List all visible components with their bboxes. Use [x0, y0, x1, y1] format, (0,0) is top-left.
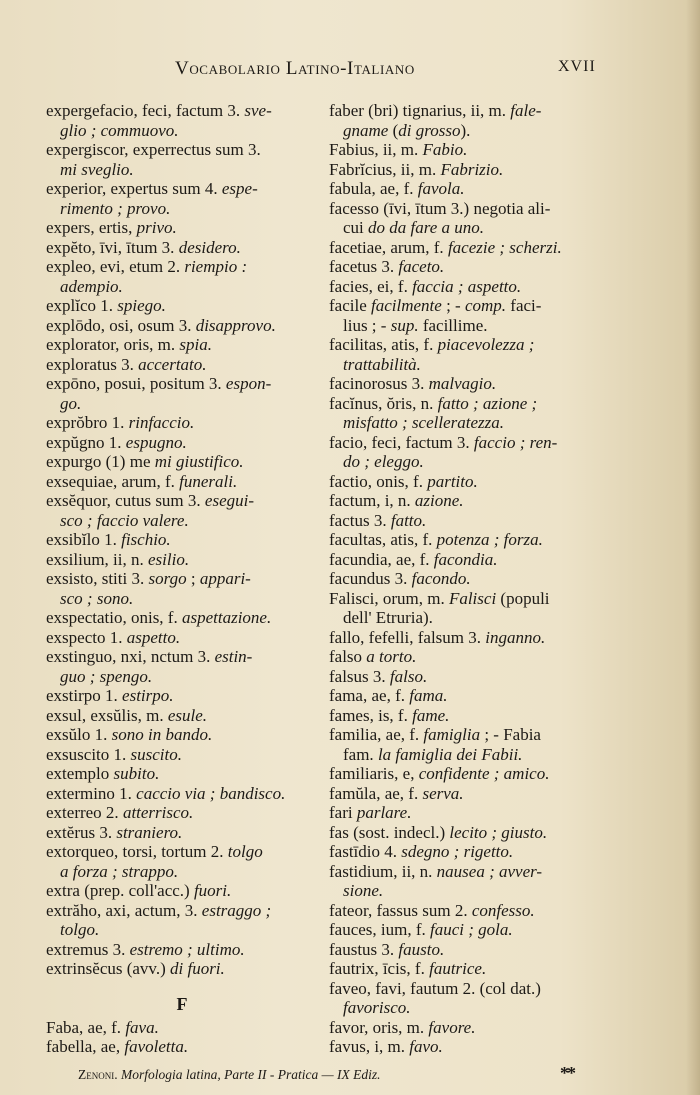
entry-continuation: [46, 862, 328, 882]
translation-text: faceto.: [398, 257, 445, 276]
dictionary-entry: [329, 784, 607, 804]
dictionary-entry: [46, 881, 328, 901]
dictionary-entry: [329, 511, 607, 531]
translation-text: fausto.: [398, 939, 445, 959]
headword-text: exstirpo 1.: [46, 686, 123, 705]
headword-text: experior, expertus sum 4.: [46, 179, 222, 198]
dictionary-entry: [329, 842, 607, 862]
dictionary-entry: [46, 257, 328, 277]
headword-text: exspecto 1.: [46, 627, 127, 647]
translation-text: adempio.: [60, 276, 123, 296]
translation-text: comp.: [464, 296, 507, 315]
left-column: [46, 101, 328, 1057]
dictionary-entry: [46, 784, 328, 804]
headword-text: fam.: [343, 744, 378, 764]
headword-text: facetiae, arum, f.: [329, 237, 448, 257]
dictionary-entry: [329, 569, 607, 589]
dictionary-entry: [46, 218, 328, 238]
headword-text: explōdo, osi, osum 3.: [46, 315, 196, 335]
translation-text: rinfaccio.: [128, 413, 195, 432]
running-header: [0, 58, 700, 86]
headword-text: facĭnus, ŏris, n.: [329, 393, 438, 413]
headword-text: expergiscor, experrectus sum 3.: [46, 140, 261, 159]
headword-text: facillime.: [418, 315, 488, 335]
translation-text: di grosso: [398, 120, 461, 140]
headword-text: expĕto, īvi, ītum 3.: [46, 237, 179, 257]
translation-text: fava.: [125, 1017, 159, 1037]
translation-text: favo.: [409, 1037, 443, 1056]
translation-text: a torto.: [366, 647, 417, 666]
headword-text: exsul, exsŭlis, m.: [46, 705, 168, 725]
entry-continuation: [46, 667, 328, 687]
headword-text: Fabius, ii, m.: [329, 140, 423, 159]
dictionary-entry: [329, 901, 607, 921]
translation-text: appari-: [199, 569, 251, 588]
signature-mark: **: [560, 1063, 574, 1083]
translation-text: funerali.: [179, 471, 238, 491]
dictionary-entry: [46, 647, 328, 667]
headword-text: exploratus 3.: [46, 354, 139, 374]
dictionary-entry: [329, 199, 607, 219]
entry-continuation: [329, 121, 607, 141]
headword-text: factum, i, n.: [329, 491, 415, 510]
headword-text: fastīdio 4.: [329, 842, 402, 861]
entry-continuation: [329, 413, 607, 433]
headword-text: expurgo (1) me: [46, 452, 155, 471]
dictionary-entry: [46, 491, 328, 511]
dictionary-entry: [46, 706, 328, 726]
right-column: [329, 101, 607, 1057]
dictionary-entry: [329, 1037, 607, 1057]
headword-text: expleo, evi, etum 2.: [46, 257, 185, 276]
headword-text: facinorosus 3.: [329, 374, 429, 393]
entry-continuation: [329, 608, 607, 628]
headword-text: fallo, fefelli, falsum 3.: [329, 627, 486, 647]
translation-text: do da fare a uno.: [368, 218, 485, 237]
footer-title: Morfologia latina, Parte II - Pratica — IX Ediz.: [117, 1067, 381, 1082]
translation-text: gname: [343, 120, 389, 140]
headword-text: familia, ae, f.: [329, 725, 424, 744]
headword-text: (: [388, 120, 399, 140]
dictionary-entry: [329, 667, 607, 687]
translation-text: spia.: [179, 335, 212, 354]
headword-text: exsequiae, arum, f.: [46, 471, 180, 491]
headword-text: favus, i, m.: [329, 1037, 410, 1056]
dictionary-entry: [329, 277, 607, 297]
headword-text: exsĕquor, cutus sum 3.: [46, 491, 205, 510]
translation-text: inganno.: [485, 627, 546, 647]
translation-text: la famiglia dei Fabii.: [377, 744, 523, 764]
dictionary-entry: [329, 628, 607, 648]
dictionary-entry: [329, 433, 607, 453]
dictionary-entry: [46, 1037, 328, 1057]
translation-text: accertato.: [138, 354, 207, 374]
headword-text: facies, ei, f.: [329, 276, 413, 296]
translation-text: favoletta.: [124, 1037, 189, 1056]
dictionary-entry: [46, 745, 328, 765]
translation-text: aspetto.: [126, 627, 181, 647]
dictionary-entry: [329, 803, 607, 823]
headword-text: extorqueo, torsi, tortum 2.: [46, 842, 228, 861]
headword-text: extremus 3.: [46, 939, 130, 959]
dictionary-entry: [46, 140, 328, 160]
translation-text: fuori.: [193, 881, 232, 900]
translation-text: esilio.: [148, 549, 190, 569]
headword-text: faci-: [506, 296, 542, 315]
translation-text: facilmente: [371, 296, 442, 315]
translation-text: sco ; faccio valere.: [60, 510, 189, 530]
translation-text: riempio :: [184, 257, 248, 276]
page-number: XVII: [558, 58, 596, 75]
headword-text: fari: [329, 803, 357, 822]
headword-text: factio, onis, f.: [329, 471, 428, 491]
headword-text: expōno, posui, positum 3.: [46, 374, 226, 393]
headword-text: facetus 3.: [329, 257, 399, 276]
dictionary-entry: [46, 628, 328, 648]
headword-text: faber (bri) tignarius, ii, m.: [329, 101, 511, 120]
translation-text: estin-: [214, 647, 253, 666]
headword-text: faveo, favi, fautum 2. (col dat.): [329, 978, 541, 998]
dictionary-entry: [46, 530, 328, 550]
entry-continuation: [46, 277, 328, 297]
translation-text: do ; eleggo.: [343, 452, 424, 471]
headword-text: dell' Etruria).: [343, 608, 433, 627]
headword-text: facilitas, atis, f.: [329, 335, 438, 354]
page-footer: [0, 1063, 700, 1087]
translation-text: espon-: [225, 374, 272, 393]
translation-text: straniero.: [116, 822, 183, 842]
translation-text: spiego.: [117, 296, 166, 315]
headword-text: exspectatio, onis, f.: [46, 608, 182, 627]
footer-citation: [78, 1067, 380, 1083]
headword-text: Fabrĭcius, ii, m.: [329, 159, 441, 179]
entry-continuation: [46, 394, 328, 414]
translation-text: caccio via ; bandisco.: [136, 783, 286, 803]
dictionary-entry: [46, 355, 328, 375]
headword-text: fas (sost. indecl.): [329, 822, 450, 842]
dictionary-entry: [329, 589, 607, 609]
dictionary-entry: [329, 647, 607, 667]
headword-text: fabella, ae,: [46, 1037, 125, 1056]
dictionary-entry: [329, 491, 607, 511]
dictionary-entry: [329, 472, 607, 492]
translation-text: tolgo: [227, 842, 263, 861]
translation-text: desidero.: [178, 237, 241, 257]
dictionary-entry: [46, 179, 328, 199]
entry-continuation: [329, 998, 607, 1018]
translation-text: guo ; spengo.: [60, 666, 153, 686]
dictionary-entry: [329, 530, 607, 550]
dictionary-entry: [329, 160, 607, 180]
dictionary-entry: [46, 608, 328, 628]
headword-text: familiaris, e,: [329, 764, 419, 783]
dictionary-entry: [46, 316, 328, 336]
headword-text: exsuscito 1.: [46, 744, 131, 764]
translation-text: suscito.: [130, 744, 183, 764]
headword-text: lius ; -: [343, 315, 391, 335]
translation-text: fauci ; gola.: [430, 920, 513, 939]
translation-text: sione.: [343, 881, 384, 900]
headword-text: cui: [343, 218, 369, 237]
headword-text: fabula, ae, f.: [329, 179, 418, 198]
translation-text: mi giustifico.: [154, 452, 244, 471]
headword-text: extra (prep. coll'acc.): [46, 881, 194, 900]
translation-text: partito.: [427, 471, 478, 491]
headword-text: exprŏbro 1.: [46, 413, 129, 432]
translation-text: sco ; sono.: [60, 588, 134, 608]
translation-text: mi sveglio.: [60, 159, 134, 179]
headword-text: facio, feci, factum 3.: [329, 432, 474, 452]
entry-continuation: [46, 920, 328, 940]
entry-continuation: [329, 316, 607, 336]
translation-text: aspettazione.: [181, 608, 272, 627]
translation-text: falso.: [389, 666, 428, 686]
dictionary-entry: [46, 452, 328, 472]
headword-text: fastidium, ii, n.: [329, 861, 437, 881]
headword-text: fateor, fassus sum 2.: [329, 900, 472, 920]
headword-text: facesso (īvi, ītum 3.) negotia ali-: [329, 198, 551, 218]
headword-text: extĕrus 3.: [46, 822, 117, 842]
translation-text: malvagio.: [428, 374, 497, 393]
translation-text: famiglia: [423, 725, 481, 744]
dictionary-entry: [329, 1018, 607, 1038]
headword-text: extrinsĕcus (avv.): [46, 959, 170, 978]
translation-text: glio ; commuovo.: [60, 120, 179, 140]
dictionary-entry: [46, 472, 328, 492]
header-title: Vocabolario Latino-Italiano: [175, 58, 415, 79]
dictionary-entry: [329, 296, 607, 316]
dictionary-entry: [329, 940, 607, 960]
headword-text: (populi: [496, 588, 550, 608]
headword-text: ;: [186, 569, 200, 588]
entry-continuation: [46, 199, 328, 219]
translation-text: faccia ; aspetto.: [412, 276, 522, 296]
translation-text: trattabilità.: [343, 354, 421, 374]
translation-text: fischio.: [121, 530, 171, 549]
dictionary-entry: [329, 764, 607, 784]
dictionary-entry: [46, 959, 328, 979]
dictionary-entry: [46, 764, 328, 784]
translation-text: sup.: [390, 315, 419, 335]
translation-text: esule.: [167, 705, 208, 725]
translation-text: fatto.: [390, 510, 427, 530]
headword-text: exsisto, stiti 3.: [46, 569, 149, 588]
headword-text: exsibĭlo 1.: [46, 530, 122, 549]
translation-text: confesso.: [471, 900, 535, 920]
dictionary-entry: [46, 433, 328, 453]
dictionary-entry: [46, 1018, 328, 1038]
headword-text: fama, ae, f.: [329, 686, 410, 705]
translation-text: atterrisco.: [122, 803, 194, 822]
dictionary-entry: [329, 335, 607, 355]
translation-text: disapprovo.: [195, 315, 276, 335]
headword-text: explorator, oris, m.: [46, 335, 180, 354]
translation-text: serva.: [422, 783, 464, 803]
dictionary-entry: [329, 862, 607, 882]
headword-text: falso: [329, 647, 367, 666]
dictionary-entry: [46, 101, 328, 121]
translation-text: misfatto ; scelleratezza.: [343, 413, 505, 432]
dictionary-entry: [329, 101, 607, 121]
translation-text: privo.: [136, 218, 177, 237]
headword-text: faustus 3.: [329, 939, 399, 959]
translation-text: rimento ; provo.: [60, 198, 171, 218]
headword-text: explĭco 1.: [46, 296, 118, 315]
headword-text: factus 3.: [329, 510, 391, 530]
translation-text: subito.: [113, 764, 160, 783]
headword-text: facundia, ae, f.: [329, 549, 434, 569]
headword-text: facundus 3.: [329, 569, 412, 588]
translation-text: fale-: [510, 101, 542, 120]
entry-continuation: [329, 218, 607, 238]
dictionary-entry: [329, 706, 607, 726]
translation-text: potenza ; forza.: [436, 530, 543, 549]
translation-text: estraggo ;: [201, 900, 272, 920]
translation-text: nausea ; avver-: [436, 861, 543, 881]
translation-text: lecito ; giusto.: [449, 822, 548, 842]
translation-text: favore.: [428, 1017, 476, 1037]
translation-text: fatto ; azione ;: [437, 393, 538, 413]
translation-text: fama.: [409, 686, 448, 705]
headword-text: extemplo: [46, 764, 114, 783]
dictionary-entry: [329, 725, 607, 745]
translation-text: confidente ; amico.: [418, 764, 550, 783]
translation-text: facondo.: [411, 569, 471, 588]
dictionary-entry: [46, 901, 328, 921]
translation-text: estremo ; ultimo.: [129, 939, 245, 959]
headword-text: fauces, ium, f.: [329, 920, 431, 939]
dictionary-entry: [46, 413, 328, 433]
entry-continuation: [46, 511, 328, 531]
translation-text: di fuori.: [170, 959, 225, 978]
dictionary-entry: [329, 959, 607, 979]
translation-text: facondia.: [433, 549, 498, 569]
translation-text: sono in bando.: [111, 725, 213, 744]
headword-text: facultas, atis, f.: [329, 530, 437, 549]
translation-text: faccio ; ren-: [473, 432, 558, 452]
translation-text: favorisco.: [343, 998, 411, 1017]
headword-text: fames, is, f.: [329, 705, 413, 725]
dictionary-entry: [46, 842, 328, 862]
translation-text: facezie ; scherzi.: [447, 237, 562, 257]
headword-text: Falisci, orum, m.: [329, 588, 449, 608]
translation-text: Falisci: [448, 588, 497, 608]
dictionary-entry: [46, 823, 328, 843]
dictionary-entry: [46, 569, 328, 589]
dictionary-entry: [329, 374, 607, 394]
headword-text: extermino 1.: [46, 783, 137, 803]
translation-text: sorgo: [148, 569, 187, 588]
dictionary-entry: [46, 374, 328, 394]
headword-text: extrăho, axi, actum, 3.: [46, 900, 202, 920]
dictionary-entry: [46, 296, 328, 316]
dictionary-entry: [329, 979, 607, 999]
dictionary-entry: [46, 335, 328, 355]
translation-text: estirpo.: [122, 686, 174, 705]
headword-text: ).: [460, 120, 471, 140]
translation-text: parlare.: [356, 803, 412, 822]
headword-text: famŭla, ae, f.: [329, 783, 423, 803]
translation-text: a forza ; strappo.: [60, 861, 179, 881]
translation-text: azione.: [414, 491, 464, 510]
entry-continuation: [46, 121, 328, 141]
translation-text: fame.: [412, 705, 450, 725]
entry-continuation: [329, 452, 607, 472]
dictionary-entry: [329, 179, 607, 199]
dictionary-entry: [329, 823, 607, 843]
entry-continuation: [329, 745, 607, 765]
headword-text: F: [176, 993, 188, 1014]
headword-text: exterreo 2.: [46, 803, 123, 822]
footer-author: Zenoni.: [78, 1067, 118, 1082]
dictionary-entry: [46, 238, 328, 258]
headword-text: expŭgno 1.: [46, 432, 126, 452]
headword-text: exstinguo, nxi, nctum 3.: [46, 647, 215, 666]
headword-text: facile: [329, 296, 371, 315]
entry-continuation: [46, 160, 328, 180]
dictionary-entry: [46, 686, 328, 706]
headword-text: ; -: [441, 296, 465, 315]
section-letter: [46, 979, 328, 1018]
dictionary-entry: [46, 550, 328, 570]
headword-text: fautrix, īcis, f.: [329, 959, 430, 978]
translation-text: go.: [60, 393, 82, 413]
translation-text: Fabrizio.: [440, 159, 504, 179]
dictionary-entry: [329, 686, 607, 706]
headword-text: favor, oris, m.: [329, 1017, 429, 1037]
dictionary-entry: [329, 238, 607, 258]
headword-text: expergefacio, feci, factum 3.: [46, 101, 245, 120]
translation-text: espugno.: [125, 432, 187, 452]
entry-continuation: [329, 355, 607, 375]
dictionary-entry: [46, 940, 328, 960]
translation-text: tolgo.: [60, 920, 100, 939]
headword-text: Faba, ae, f.: [46, 1017, 126, 1037]
entry-continuation: [329, 881, 607, 901]
translation-text: sdegno ; rigetto.: [401, 842, 514, 861]
headword-text: falsus 3.: [329, 666, 390, 686]
translation-text: esegui-: [204, 491, 255, 510]
headword-text: exsŭlo 1.: [46, 725, 112, 744]
translation-text: Fabio.: [422, 140, 468, 159]
dictionary-entry: [329, 394, 607, 414]
translation-text: favola.: [417, 179, 465, 198]
dictionary-entry: [329, 257, 607, 277]
headword-text: exsilium, ii, n.: [46, 549, 148, 569]
dictionary-entry: [329, 920, 607, 940]
translation-text: espe-: [221, 179, 258, 198]
translation-text: piacevolezza ;: [437, 335, 535, 354]
dictionary-entry: [46, 803, 328, 823]
translation-text: sve-: [244, 101, 272, 120]
headword-text: ; - Fabia: [480, 725, 541, 744]
entry-continuation: [46, 589, 328, 609]
translation-text: fautrice.: [429, 959, 487, 978]
dictionary-entry: [329, 140, 607, 160]
dictionary-entry: [46, 725, 328, 745]
page-spine-shadow: [686, 0, 700, 1095]
dictionary-entry: [329, 550, 607, 570]
headword-text: expers, ertis,: [46, 218, 137, 237]
